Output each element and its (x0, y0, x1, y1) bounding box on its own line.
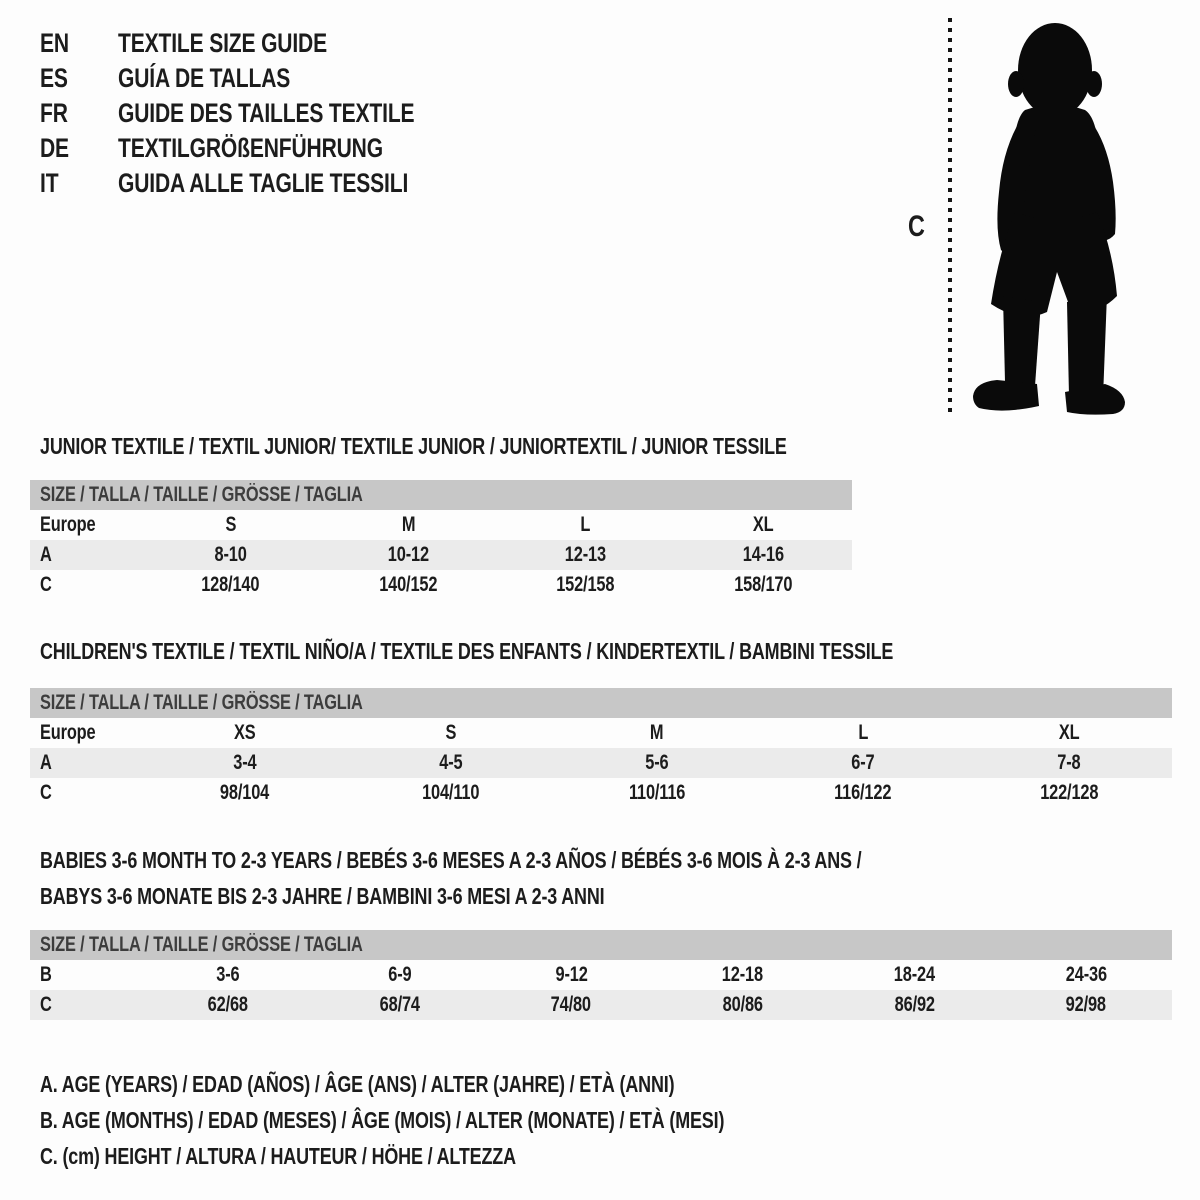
size-cell: 128/140 (201, 573, 260, 596)
row-label: A (40, 543, 52, 566)
language-row-es (40, 61, 498, 96)
size-table-header: SIZE / TALLA / TAILLE / GRÖSSE / TAGLIA (30, 930, 1172, 960)
size-cell: 12-18 (722, 963, 764, 986)
size-cell: 158/170 (734, 573, 793, 596)
babies-section-heading (40, 842, 1093, 914)
table-row-height (30, 778, 1172, 808)
language-title: TEXTILE SIZE GUIDE (118, 28, 327, 58)
size-cell: 10-12 (387, 543, 429, 566)
row-label: B (40, 963, 52, 986)
size-cell: 62/68 (207, 993, 248, 1016)
language-code: EN (40, 28, 69, 58)
size-cell: S (225, 513, 237, 536)
legend-line-c: C. (cm) HEIGHT / ALTURA / HAUTEUR / HÖHE / ALTEZZA (40, 1142, 516, 1169)
language-title: GUIDA ALLE TAGLIE TESSILI (118, 168, 409, 198)
size-cell: 5-6 (645, 751, 669, 774)
size-cell: S (445, 721, 457, 744)
size-cell: M (401, 513, 415, 536)
language-code: ES (40, 63, 68, 93)
babies-size-table (30, 930, 1172, 1020)
size-cell: L (580, 513, 591, 536)
table-row-europe (30, 510, 852, 540)
babies-heading-line-1: BABIES 3-6 MONTH TO 2-3 YEARS / BEBÉS 3-6 MESES A 2-3 AÑOS / BÉBÉS 3-6 MOIS À 2-3 ANS / (40, 847, 862, 873)
language-row-de (40, 131, 498, 166)
language-code: FR (40, 98, 68, 128)
height-measure-dashed-line (948, 18, 952, 416)
size-cell: 86/92 (894, 993, 935, 1016)
size-cell: M (650, 721, 664, 744)
junior-section-heading: JUNIOR TEXTILE / TEXTIL JUNIOR/ TEXTILE JUNIOR / JUNIORTEXTIL / JUNIOR TESSILE (40, 433, 787, 459)
language-row-fr (40, 96, 498, 131)
language-code: IT (40, 168, 59, 198)
row-label: C (40, 573, 52, 596)
table-row-age (30, 540, 852, 570)
size-cell: XL (1058, 721, 1080, 744)
size-cell: 122/128 (1039, 781, 1099, 804)
toddler-silhouette-icon (965, 14, 1137, 418)
row-label: A (40, 751, 52, 774)
language-title: GUIDE DES TAILLES TEXTILE (118, 98, 415, 128)
size-cell: 116/122 (834, 781, 892, 804)
children-section-heading: CHILDREN'S TEXTILE / TEXTIL NIÑO/A / TEXTILE DES ENFANTS / KINDERTEXTIL / BAMBINI TESSILE (40, 638, 894, 664)
table-row-age (30, 748, 1172, 778)
language-title: GUÍA DE TALLAS (118, 63, 291, 93)
table-row-age-months (30, 960, 1172, 990)
language-row-en (40, 26, 498, 61)
size-cell: 140/152 (379, 573, 438, 596)
size-cell: XS (234, 721, 256, 744)
children-size-table (30, 688, 1172, 808)
size-cell: 7-8 (1057, 751, 1081, 774)
row-label: Europe (40, 513, 96, 536)
size-cell: 3-4 (233, 751, 257, 774)
size-cell: 68/74 (379, 993, 420, 1016)
size-cell: 12-13 (565, 543, 607, 566)
size-cell: 98/104 (220, 781, 270, 804)
size-cell: 3-6 (216, 963, 240, 986)
height-label: C (908, 210, 925, 243)
table-row-height (30, 990, 1172, 1020)
size-cell: 152/158 (556, 573, 615, 596)
row-label: C (40, 781, 52, 804)
size-cell: 9-12 (555, 963, 588, 986)
size-cell: 80/86 (722, 993, 763, 1016)
language-code: DE (40, 133, 69, 163)
row-label: C (40, 993, 52, 1016)
size-cell: 6-9 (387, 963, 412, 986)
size-cell: 18-24 (893, 963, 936, 986)
size-cell: 110/116 (628, 781, 686, 804)
size-cell: 24-36 (1065, 963, 1107, 986)
language-row-it (40, 166, 498, 201)
size-cell: 104/110 (422, 781, 480, 804)
size-cell: L (858, 721, 868, 744)
junior-size-table (30, 480, 852, 600)
legend-line-a: A. AGE (YEARS) / EDAD (AÑOS) / ÂGE (ANS) / ALTER (JAHRE) / ETÀ (ANNI) (40, 1070, 675, 1097)
size-table-header: SIZE / TALLA / TAILLE / GRÖSSE / TAGLIA (30, 480, 852, 510)
measurement-legend (40, 1066, 917, 1174)
size-cell: 6-7 (851, 751, 875, 774)
size-cell: 14-16 (742, 543, 784, 566)
size-cell: 74/80 (551, 993, 592, 1016)
language-title: TEXTILGRÖßENFÜHRUNG (118, 133, 383, 163)
babies-heading-line-2: BABYS 3-6 MONATE BIS 2-3 JAHRE / BAMBINI 3-6 MESI A 2-3 ANNI (40, 883, 605, 909)
size-cell: 8-10 (214, 543, 247, 566)
size-cell: 4-5 (439, 751, 463, 774)
language-title-list (40, 26, 498, 201)
size-table-header: SIZE / TALLA / TAILLE / GRÖSSE / TAGLIA (30, 688, 1172, 718)
legend-line-b: B. AGE (MONTHS) / EDAD (MESES) / ÂGE (MOIS) / ALTER (MONATE) / ETÀ (MESI) (40, 1106, 725, 1133)
table-row-europe (30, 718, 1172, 748)
size-cell: XL (752, 513, 774, 536)
row-label: Europe (40, 721, 96, 744)
table-row-height (30, 570, 852, 600)
size-cell: 92/98 (1066, 993, 1107, 1016)
